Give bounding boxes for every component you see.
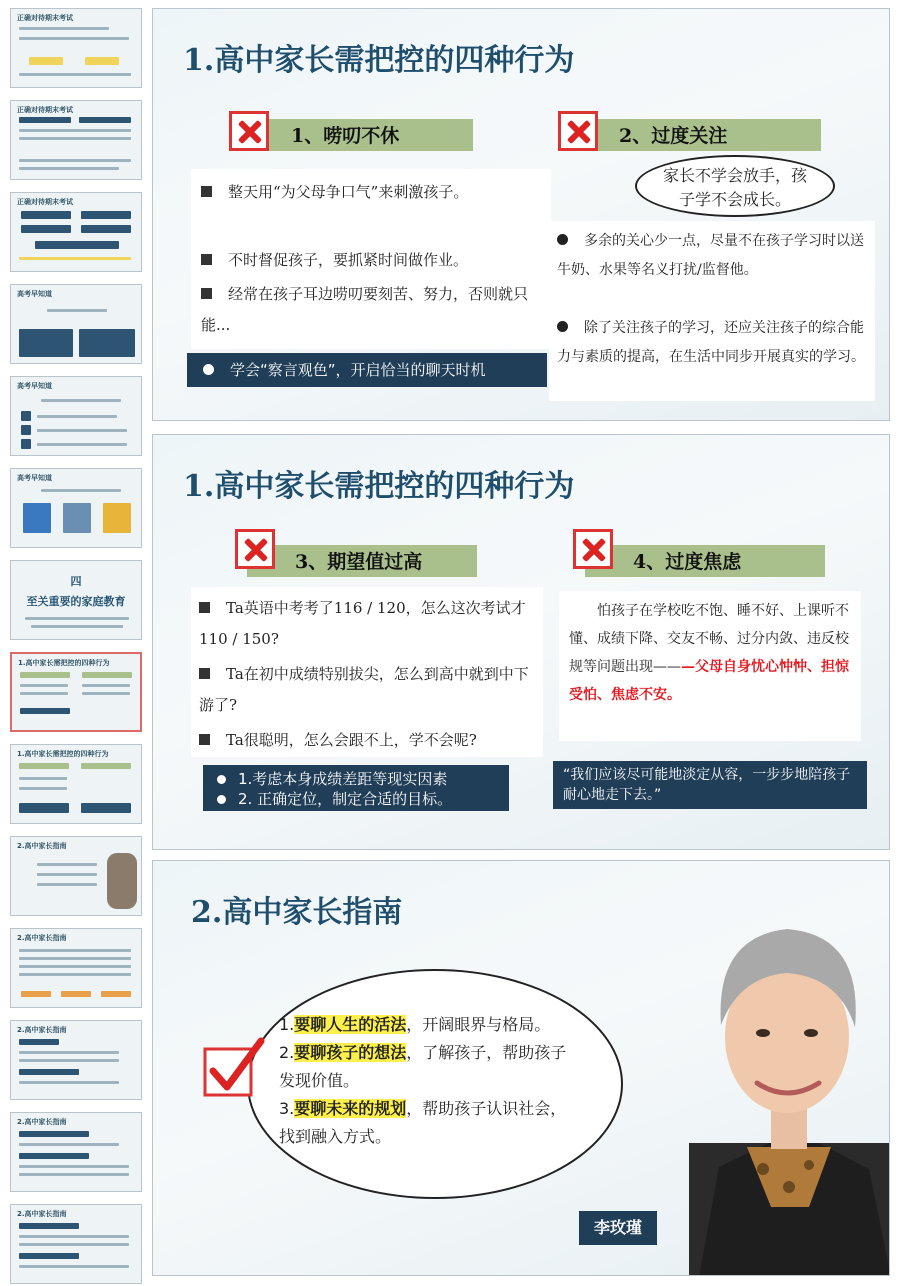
bullet-dot-icon (557, 321, 568, 332)
thumbnail-title: 2.高中家长指南 (17, 842, 67, 850)
slide-thumbnail-12[interactable] (10, 1020, 142, 1100)
slide-1 (152, 8, 890, 421)
guide-item: 2.要聊孩子的想法，了解孩子，帮助孩子发现价值。 (279, 1043, 567, 1090)
thumbnail-title: 高考早知道 (17, 474, 52, 482)
bullet-item: Ta很聪明，怎么会跟不上，学不会呢? (199, 725, 535, 756)
thumbnail-title: 2.高中家长指南 (17, 1118, 67, 1126)
speaker-name-label: 李玫瑾 (579, 1211, 657, 1245)
thumbnail-title: 1.高中家长需把控的四种行为 (18, 659, 110, 667)
slide-thumbnail-8-selected[interactable] (10, 652, 142, 732)
bullet-dot-icon (217, 775, 226, 784)
tip-box: 1.考虑本身成绩差距等现实因素 2. 正确定位，制定合适的目标。 (203, 765, 509, 811)
bullet-square-icon (201, 254, 212, 265)
thumbnail-title: 正确对待期末考试 (17, 14, 73, 22)
guide-item: 3.要聊未来的规划，帮助孩子认识社会，找到融入方式。 (279, 1099, 567, 1146)
cross-icon (235, 529, 275, 569)
checkmark-icon (203, 1037, 267, 1103)
bullet-dot-icon (203, 364, 214, 375)
bullet-item: 经常在孩子耳边唠叨要刻苦、努力，否则就只能... (201, 285, 529, 334)
slide-thumbnail-6[interactable] (10, 468, 142, 548)
slide-thumbnail-13[interactable] (10, 1112, 142, 1192)
heading-label: 3、期望值过高 (295, 551, 423, 573)
heading-label: 2、过度关注 (619, 125, 728, 147)
heading-band-left (243, 119, 473, 151)
guide-item: 1.要聊人生的活法，开阔眼界与格局。 (279, 1015, 551, 1034)
slide-2 (152, 434, 890, 850)
highlighted-text: 要聊人生的活法 (294, 1015, 407, 1034)
bullet-dot-icon (217, 795, 226, 804)
speech-bubble: 家长不学会放手，孩子学不会成长。 (635, 155, 835, 217)
thumbnail-title: 正确对待期末考试 (17, 198, 73, 206)
thumbnail-title: 2.高中家长指南 (17, 1026, 67, 1034)
bullet-square-icon (199, 602, 210, 613)
bullet-item: 整天用“为父母争口气”来刺激孩子。 (201, 177, 531, 208)
thumbnail-title: 四 (70, 575, 82, 588)
slide-thumbnail-4[interactable] (10, 284, 142, 364)
anxiety-paragraph: 怕孩子在学校吃不饱、睡不好、上课听不懂、成绩下降、交友不畅、过分内敛、违反校规等问题出现———父母自身忧心忡忡、担惊受怕、焦虑不安。 (559, 591, 861, 741)
highlighted-text: 要聊未来的规划 (294, 1099, 407, 1118)
guide-list (279, 1011, 579, 1151)
slide-thumbnail-11[interactable] (10, 928, 142, 1008)
bullet-item: Ta英语中考考了116 / 120，怎么这次考试才110 / 150? (199, 599, 526, 648)
slide-thumbnail-14[interactable] (10, 1204, 142, 1284)
bullet-square-icon (201, 186, 212, 197)
thumbnail-title: 正确对待期末考试 (17, 106, 73, 114)
slide-thumbnail-5[interactable] (10, 376, 142, 456)
slide-thumbnail-10[interactable] (10, 836, 142, 916)
heading-band-right (571, 119, 821, 151)
cross-icon (573, 529, 613, 569)
bullet-square-icon (201, 288, 212, 299)
thumbnail-title: 1.高中家长需把控的四种行为 (17, 750, 109, 758)
cross-icon (558, 111, 598, 151)
slide-title: 2.高中家长指南 (191, 895, 403, 930)
bullet-item: 除了关注孩子的学习，还应关注孩子的综合能力与素质的提高，在生活中同步开展真实的学习。 (557, 320, 865, 365)
bullet-dot-icon (557, 234, 568, 245)
tip-box: 学会“察言观色”，开启恰当的聊天时机 (187, 353, 547, 387)
thumbnail-title: 2.高中家长指南 (17, 934, 67, 942)
thumbnail-title: 高考早知道 (17, 290, 52, 298)
bullet-item: 不时督促孩子，要抓紧时间做作业。 (201, 245, 531, 276)
highlighted-text: 要聊孩子的想法 (294, 1043, 407, 1062)
slide-3 (152, 860, 890, 1276)
bullet-item: Ta在初中成绩特别拔尖，怎么到高中就到中下游了? (199, 665, 529, 714)
portrait-photo (659, 907, 890, 1276)
slide-thumbnail-3[interactable] (10, 192, 142, 272)
slide-thumbnail-9[interactable] (10, 744, 142, 824)
bullet-square-icon (199, 734, 210, 745)
highlighted-text: —父母自身忧心忡忡、担惊受怕、焦虑不安。 (569, 659, 849, 703)
heading-label: 1、唠叨不休 (291, 125, 400, 147)
heading-band-right (585, 545, 825, 577)
cross-icon (229, 111, 269, 151)
quote-box: “我们应该尽可能地淡定从容，一步步地陪孩子耐心地走下去。” (553, 761, 867, 809)
thumbnail-title: 2.高中家长指南 (17, 1210, 67, 1218)
heading-band-left (247, 545, 477, 577)
thumbnail-subtitle: 至关重要的家庭教育 (26, 595, 126, 608)
slide-title: 1.高中家长需把控的四种行为 (183, 43, 575, 78)
heading-label: 4、过度焦虑 (633, 551, 742, 573)
slide-thumbnail-2[interactable] (10, 100, 142, 180)
bullet-square-icon (199, 668, 210, 679)
slide-thumbnail-1[interactable] (10, 8, 142, 88)
bullet-item: 多余的关心少一点，尽量不在孩子学习时以送牛奶、水果等名义打扰/监督他。 (557, 233, 864, 278)
thumbnail-title: 高考早知道 (17, 382, 52, 390)
slide-title: 1.高中家长需把控的四种行为 (183, 469, 575, 504)
slide-thumbnail-7[interactable] (10, 560, 142, 640)
